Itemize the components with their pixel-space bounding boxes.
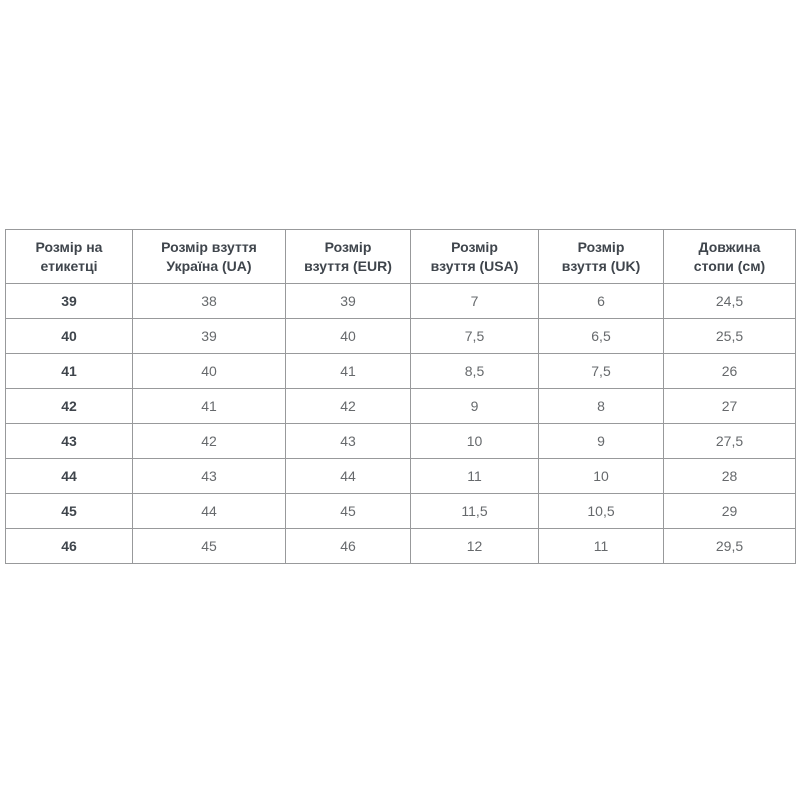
foot-length-cell: 25,5: [664, 319, 796, 354]
eur-size-cell: 46: [286, 529, 411, 564]
usa-size-cell: 7: [411, 284, 539, 319]
usa-size-cell: 11,5: [411, 494, 539, 529]
ua-size-cell: 43: [133, 459, 286, 494]
table-row-size-41: [6, 354, 796, 389]
header-line: Розмір: [451, 238, 498, 255]
foot-length-cell: 27: [664, 389, 796, 424]
label-size-cell: 44: [6, 459, 133, 494]
column-header-label-size: [6, 230, 133, 284]
ua-size-cell: 40: [133, 354, 286, 389]
column-header-ua-size: [133, 230, 286, 284]
usa-size-cell: 11: [411, 459, 539, 494]
table-row-size-42: [6, 389, 796, 424]
table-row-size-40: [6, 319, 796, 354]
label-size-cell: 46: [6, 529, 133, 564]
label-size-cell: 41: [6, 354, 133, 389]
ua-size-cell: 38: [133, 284, 286, 319]
eur-size-cell: 41: [286, 354, 411, 389]
eur-size-cell: 39: [286, 284, 411, 319]
table-row-size-43: [6, 424, 796, 459]
usa-size-cell: 9: [411, 389, 539, 424]
usa-size-cell: 10: [411, 424, 539, 459]
header-line: взуття (UK): [561, 257, 641, 274]
table-header: [6, 230, 796, 284]
foot-length-cell: 27,5: [664, 424, 796, 459]
header-line: Розмір: [577, 238, 625, 255]
table-body: [6, 284, 796, 564]
label-size-cell: 45: [6, 494, 133, 529]
ua-size-cell: 45: [133, 529, 286, 564]
eur-size-cell: 43: [286, 424, 411, 459]
table-row-size-46: [6, 529, 796, 564]
ua-size-cell: 44: [133, 494, 286, 529]
foot-length-cell: 29: [664, 494, 796, 529]
header-line: Розмір: [324, 238, 372, 255]
ua-size-cell: 42: [133, 424, 286, 459]
foot-length-cell: 29,5: [664, 529, 796, 564]
header-line: взуття (USA): [430, 257, 519, 274]
uk-size-cell: 8: [539, 389, 664, 424]
eur-size-cell: 45: [286, 494, 411, 529]
label-size-cell: 39: [6, 284, 133, 319]
header-line: взуття (EUR): [304, 257, 392, 274]
column-header-uk-size: [539, 230, 664, 284]
header-line: Україна (UA): [166, 257, 252, 274]
ua-size-cell: 41: [133, 389, 286, 424]
size-table-container: [5, 229, 795, 564]
foot-length-cell: 24,5: [664, 284, 796, 319]
table-row-size-44: [6, 459, 796, 494]
table-row-size-39: [6, 284, 796, 319]
column-header-eur-size: [286, 230, 411, 284]
uk-size-cell: 6: [539, 284, 664, 319]
eur-size-cell: 40: [286, 319, 411, 354]
table-header-row: [6, 230, 796, 284]
foot-length-cell: 28: [664, 459, 796, 494]
eur-size-cell: 44: [286, 459, 411, 494]
header-line: Розмір на: [35, 238, 103, 255]
uk-size-cell: 9: [539, 424, 664, 459]
foot-length-cell: 26: [664, 354, 796, 389]
uk-size-cell: 10: [539, 459, 664, 494]
uk-size-cell: 10,5: [539, 494, 664, 529]
usa-size-cell: 7,5: [411, 319, 539, 354]
label-size-cell: 43: [6, 424, 133, 459]
label-size-cell: 40: [6, 319, 133, 354]
uk-size-cell: 7,5: [539, 354, 664, 389]
header-line: стопи (см): [693, 257, 766, 274]
column-header-usa-size: [411, 230, 539, 284]
header-line: Довжина: [698, 238, 761, 255]
shoe-size-conversion-table: [5, 229, 796, 564]
uk-size-cell: 6,5: [539, 319, 664, 354]
eur-size-cell: 42: [286, 389, 411, 424]
usa-size-cell: 12: [411, 529, 539, 564]
uk-size-cell: 11: [539, 529, 664, 564]
header-line: Розмір взуття: [161, 238, 257, 255]
column-header-foot-length: [664, 230, 796, 284]
table-row-size-45: [6, 494, 796, 529]
label-size-cell: 42: [6, 389, 133, 424]
header-line: етикетці: [40, 257, 98, 274]
ua-size-cell: 39: [133, 319, 286, 354]
usa-size-cell: 8,5: [411, 354, 539, 389]
